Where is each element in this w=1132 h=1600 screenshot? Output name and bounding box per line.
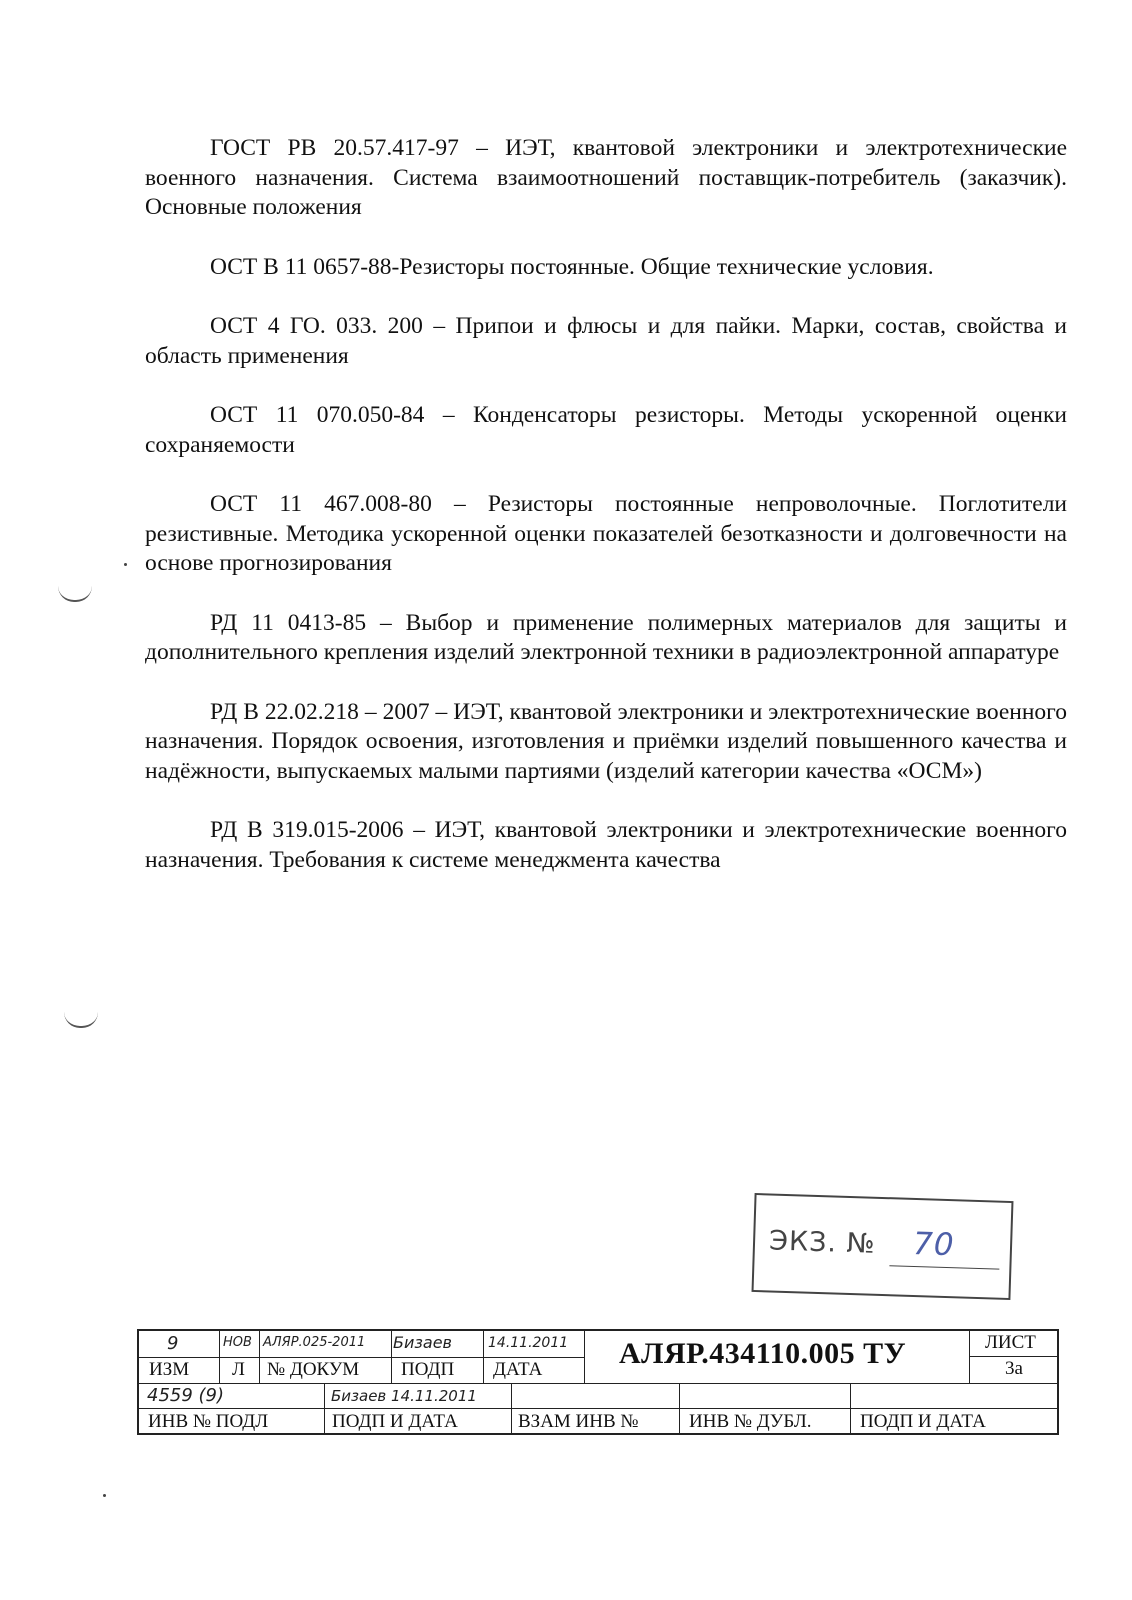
- divider: [391, 1331, 392, 1383]
- divider: [850, 1383, 851, 1435]
- header-izm: ИЗМ: [149, 1359, 190, 1380]
- header-date: ДАТА: [493, 1359, 543, 1380]
- reference-item: ОСТ 4 ГО. 033. 200 – Припои и флюсы и для пайки. Марки, состав, свойства и область применения: [145, 313, 1067, 369]
- divider: [511, 1383, 512, 1435]
- scan-speck: [124, 563, 127, 566]
- divider: [219, 1331, 220, 1383]
- reference-item: ОСТ 11 467.008-80 – Резисторы постоянные непроволочные. Поглотители резистивные. Методика ускоренной оценки показателей безотказности и долговечности на основе прогнозирования: [145, 491, 1067, 576]
- label-vzam-inv: ВЗАМ ИНВ №: [518, 1411, 639, 1432]
- sheet-label: ЛИСТ: [985, 1332, 1036, 1353]
- copy-number-label: ЭКЗ. №: [768, 1225, 877, 1260]
- divider: [139, 1357, 584, 1358]
- divider: [324, 1383, 325, 1435]
- divider: [584, 1331, 585, 1383]
- inventory-number: 4559 (9): [147, 1385, 225, 1406]
- reference-item: ОСТ 11 070.050-84 – Конденсаторы резисторы. Методы ускоренной оценки сохраняемости: [145, 402, 1067, 458]
- label-inv-podl: ИНВ № ПОДЛ: [148, 1411, 269, 1432]
- header-signature: ПОДП: [401, 1359, 455, 1380]
- binder-hole-mark: [64, 1012, 98, 1028]
- change-signature: Бизаев: [393, 1333, 452, 1352]
- label-inv-dubl: ИНВ № ДУБЛ.: [689, 1411, 812, 1432]
- divider: [259, 1331, 260, 1383]
- reference-item: РД В 22.02.218 – 2007 – ИЭТ, квантовой электроники и электротехнические военного назначения. Порядок освоения, изготовления и приёмки изделий повышенного качества и надёжности, выпускаемых малыми партиями (изделий категории качества «ОСМ»): [145, 698, 1067, 784]
- divider: [139, 1383, 1059, 1384]
- reference-item: РД 11 0413-85 – Выбор и применение полимерных материалов для защиты и дополнительного крепления изделий электронной техники в радиоэлектронной аппаратуре: [145, 609, 1067, 665]
- divider: [969, 1331, 970, 1383]
- header-list: Л: [232, 1359, 245, 1380]
- copy-number-underline: [889, 1265, 999, 1269]
- copy-number-value: 70: [912, 1225, 956, 1264]
- divider: [483, 1331, 484, 1383]
- copy-number-stamp: [752, 1193, 1014, 1300]
- divider: [969, 1356, 1059, 1357]
- sheet-number: 3а: [1005, 1358, 1023, 1379]
- change-number: 9: [167, 1333, 179, 1354]
- title-block: [137, 1329, 1059, 1435]
- reference-item: РД В 319.015-2006 – ИЭТ, квантовой электроники и электротехнические военного назначения. Требования к системе менеджмента качества: [145, 817, 1067, 873]
- label-podp-data: ПОДП И ДАТА: [332, 1411, 458, 1432]
- divider: [679, 1383, 680, 1435]
- reference-item: ГОСТ РВ 20.57.417-97 – ИЭТ, квантовой электроники и электротехнические военного назначения. Система взаимоотношений поставщик-потребитель (заказчик). Основные положения: [145, 135, 1067, 220]
- change-document-number: АЛЯР.025-2011: [263, 1335, 366, 1350]
- header-document: № ДОКУМ: [267, 1359, 360, 1380]
- divider: [139, 1408, 1059, 1409]
- change-date: 14.11.2011: [488, 1335, 569, 1351]
- label-podp-data-2: ПОДП И ДАТА: [860, 1411, 986, 1432]
- change-sheet-mark: НОВ: [223, 1335, 252, 1350]
- binder-hole-mark: [58, 586, 92, 602]
- document-designation: АЛЯР.434110.005 ТУ: [619, 1337, 907, 1370]
- scan-speck: [103, 1494, 106, 1497]
- normative-references: [145, 134, 1067, 875]
- inventory-signature-date: Бизаев 14.11.2011: [331, 1387, 477, 1405]
- reference-item: ОСТ В 11 0657-88-Резисторы постоянные. Общие технические условия.: [210, 253, 934, 280]
